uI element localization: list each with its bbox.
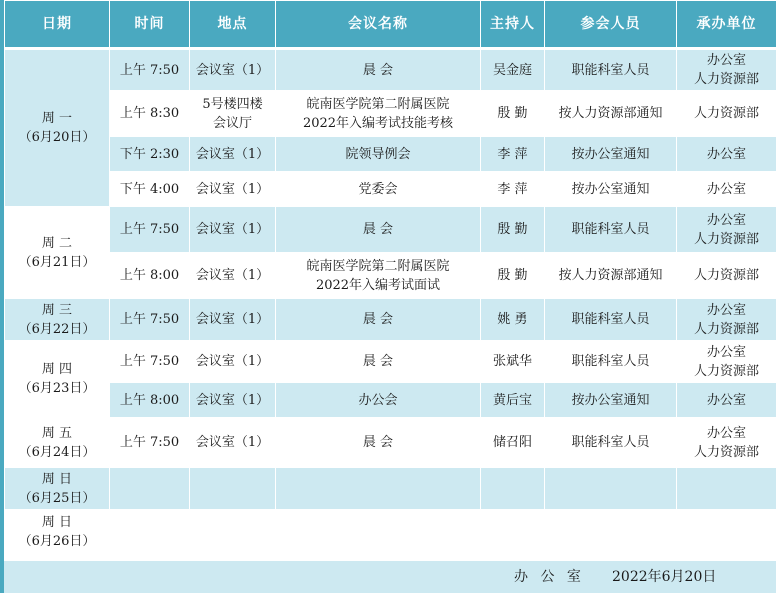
header-place: 地点 (190, 1, 276, 49)
meeting-name-cell: 晨 会 (276, 418, 481, 468)
meeting-name-cell: 党委会 (276, 172, 481, 207)
unit-cell: 人力资源部 (677, 253, 776, 299)
footer-office: 办 公 室 (514, 569, 585, 585)
schedule-table (4, 0, 776, 555)
time-cell: 上午 7:50 (110, 49, 190, 91)
attendees-cell: 职能科室人员 (545, 341, 677, 383)
attendees-cell (545, 510, 677, 555)
time-cell: 上午 7:50 (110, 418, 190, 468)
table-row (5, 383, 776, 418)
unit-cell: 办公室 (677, 172, 776, 207)
unit-cell: 办公室 (677, 383, 776, 418)
table-row (5, 468, 776, 510)
footer-date: 2022年6月20日 (612, 569, 717, 585)
attendees-cell: 职能科室人员 (545, 418, 677, 468)
time-cell: 上午 7:50 (110, 341, 190, 383)
place-cell: 会议室（1） (190, 207, 276, 253)
host-cell: 殷 勤 (481, 91, 545, 137)
unit-cell: 办公室 人力资源部 (677, 341, 776, 383)
attendees-cell: 按人力资源部通知 (545, 91, 677, 137)
footer-bar (4, 561, 776, 593)
meeting-name-cell: 院领导例会 (276, 137, 481, 172)
attendees-cell: 职能科室人员 (545, 299, 677, 341)
meeting-name-cell: 晨 会 (276, 207, 481, 253)
place-cell: 会议室（1） (190, 383, 276, 418)
host-cell: 李 萍 (481, 172, 545, 207)
meeting-name-cell (276, 510, 481, 555)
place-cell: 会议室（1） (190, 299, 276, 341)
day-label-cell: 周 五 （6月24日） (5, 418, 110, 468)
unit-cell: 办公室 人力资源部 (677, 418, 776, 468)
host-cell: 储召阳 (481, 418, 545, 468)
table-row (5, 172, 776, 207)
place-cell (190, 468, 276, 510)
table-row (5, 137, 776, 172)
day-label-cell: 周 日 （6月26日） (5, 510, 110, 555)
table-row (5, 341, 776, 383)
host-cell: 张斌华 (481, 341, 545, 383)
place-cell: 5号楼四楼 会议厅 (190, 91, 276, 137)
unit-cell: 办公室 人力资源部 (677, 299, 776, 341)
header-time: 时间 (110, 1, 190, 49)
unit-cell: 人力资源部 (677, 91, 776, 137)
table-row (5, 418, 776, 468)
time-cell: 上午 7:50 (110, 207, 190, 253)
time-cell: 上午 7:50 (110, 299, 190, 341)
attendees-cell (545, 468, 677, 510)
attendees-cell: 职能科室人员 (545, 49, 677, 91)
table-row (5, 49, 776, 91)
day-label-cell: 周 日 （6月25日） (5, 468, 110, 510)
unit-cell (677, 468, 776, 510)
table-row (5, 207, 776, 253)
host-cell: 姚 勇 (481, 299, 545, 341)
header-meeting-name: 会议名称 (276, 1, 481, 49)
place-cell (190, 510, 276, 555)
time-cell: 上午 8:30 (110, 91, 190, 137)
table-row (5, 299, 776, 341)
attendees-cell: 按人力资源部通知 (545, 253, 677, 299)
unit-cell: 办公室 人力资源部 (677, 49, 776, 91)
host-cell: 吴金庭 (481, 49, 545, 91)
place-cell: 会议室（1） (190, 137, 276, 172)
attendees-cell: 按办公室通知 (545, 137, 677, 172)
day-label-cell: 周 三 （6月22日） (5, 299, 110, 341)
time-cell: 下午 2:30 (110, 137, 190, 172)
host-cell: 李 萍 (481, 137, 545, 172)
header-date: 日期 (5, 1, 110, 49)
header-row (5, 1, 776, 49)
time-cell (110, 510, 190, 555)
header-attendees: 参会人员 (545, 1, 677, 49)
place-cell: 会议室（1） (190, 418, 276, 468)
table-row (5, 91, 776, 137)
place-cell: 会议室（1） (190, 172, 276, 207)
day-label-cell: 周 一 （6月20日） (5, 49, 110, 207)
host-cell: 黄后宝 (481, 383, 545, 418)
attendees-cell: 按办公室通知 (545, 383, 677, 418)
meeting-name-cell: 皖南医学院第二附属医院 2022年入编考试技能考核 (276, 91, 481, 137)
host-cell (481, 510, 545, 555)
host-cell (481, 468, 545, 510)
day-label-cell: 周 四 （6月23日） (5, 341, 110, 418)
host-cell: 殷 勤 (481, 253, 545, 299)
meeting-name-cell (276, 468, 481, 510)
attendees-cell: 职能科室人员 (545, 207, 677, 253)
table-row (5, 253, 776, 299)
time-cell: 上午 8:00 (110, 383, 190, 418)
unit-cell: 办公室 (677, 137, 776, 172)
header-unit: 承办单位 (677, 1, 776, 49)
place-cell: 会议室（1） (190, 341, 276, 383)
host-cell: 殷 勤 (481, 207, 545, 253)
header-host: 主持人 (481, 1, 545, 49)
place-cell: 会议室（1） (190, 253, 276, 299)
day-label-cell: 周 二 （6月21日） (5, 207, 110, 299)
meeting-name-cell: 晨 会 (276, 341, 481, 383)
unit-cell (677, 510, 776, 555)
meeting-name-cell: 办公会 (276, 383, 481, 418)
meeting-name-cell: 晨 会 (276, 299, 481, 341)
attendees-cell: 按办公室通知 (545, 172, 677, 207)
unit-cell: 办公室 人力资源部 (677, 207, 776, 253)
place-cell: 会议室（1） (190, 49, 276, 91)
time-cell: 下午 4:00 (110, 172, 190, 207)
time-cell: 上午 8:00 (110, 253, 190, 299)
meeting-name-cell: 皖南医学院第二附属医院 2022年入编考试面试 (276, 253, 481, 299)
meeting-name-cell: 晨 会 (276, 49, 481, 91)
table-row (5, 510, 776, 555)
time-cell (110, 468, 190, 510)
